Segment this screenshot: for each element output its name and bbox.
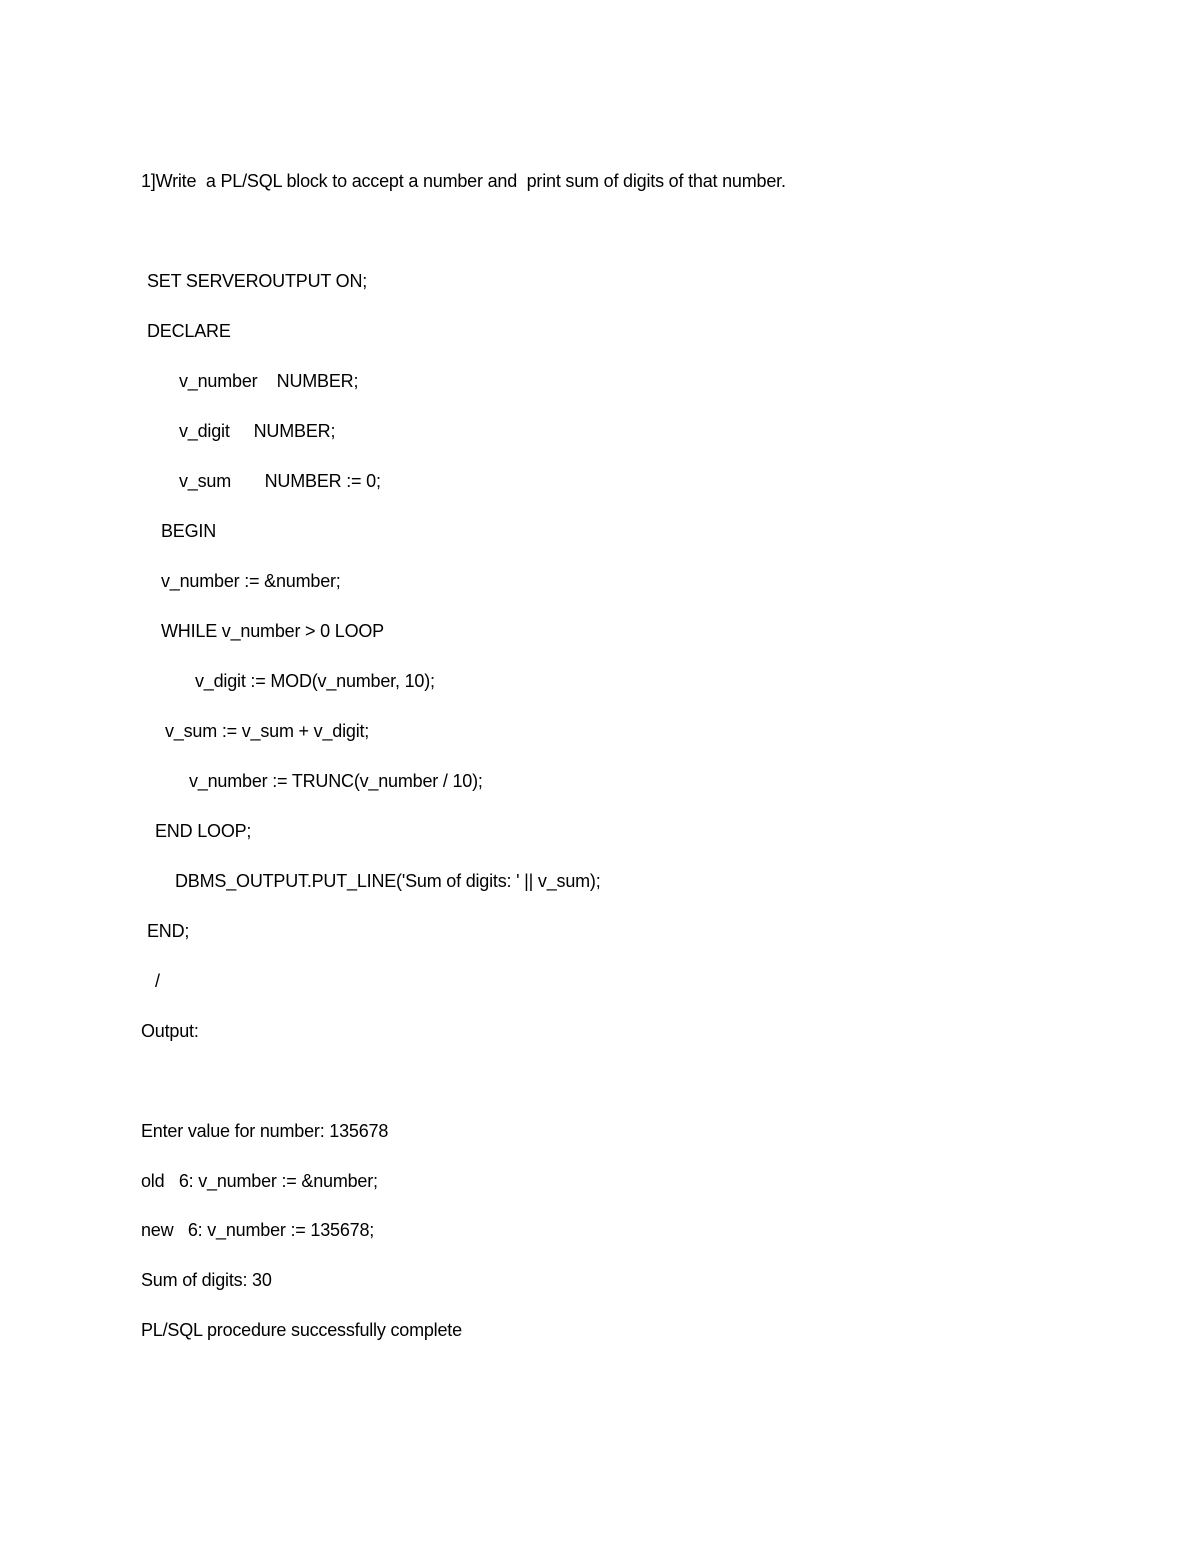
- output-line: Sum of digits: 30: [141, 1270, 272, 1290]
- output-line: new 6: v_number := 135678;: [141, 1220, 375, 1240]
- code-line: v_sum NUMBER := 0;: [179, 471, 381, 491]
- question-text: 1]Write a PL/SQL block to accept a number and print sum of digits of that number.: [141, 171, 786, 191]
- code-line: v_number := &number;: [161, 571, 341, 591]
- code-line: DECLARE: [147, 321, 231, 341]
- code-line: SET SERVEROUTPUT ON;: [147, 271, 368, 291]
- output-line: Enter value for number: 135678: [141, 1121, 389, 1141]
- code-line: v_number NUMBER;: [179, 371, 359, 391]
- code-line: v_digit := MOD(v_number, 10);: [195, 671, 435, 691]
- code-line: WHILE v_number > 0 LOOP: [161, 621, 384, 641]
- code-line: END LOOP;: [155, 821, 252, 841]
- code-line: BEGIN: [161, 521, 217, 541]
- code-line: v_digit NUMBER;: [179, 421, 336, 441]
- output-line: PL/SQL procedure successfully complete: [141, 1320, 462, 1340]
- code-line: v_number := TRUNC(v_number / 10);: [189, 771, 483, 791]
- output-line: old 6: v_number := &number;: [141, 1171, 378, 1191]
- code-line: v_sum := v_sum + v_digit;: [165, 721, 370, 741]
- code-line: END;: [147, 921, 190, 941]
- code-line: DBMS_OUTPUT.PUT_LINE('Sum of digits: ' || v_sum);: [175, 871, 601, 891]
- output-heading: Output:: [141, 1021, 199, 1041]
- code-line: /: [155, 971, 160, 991]
